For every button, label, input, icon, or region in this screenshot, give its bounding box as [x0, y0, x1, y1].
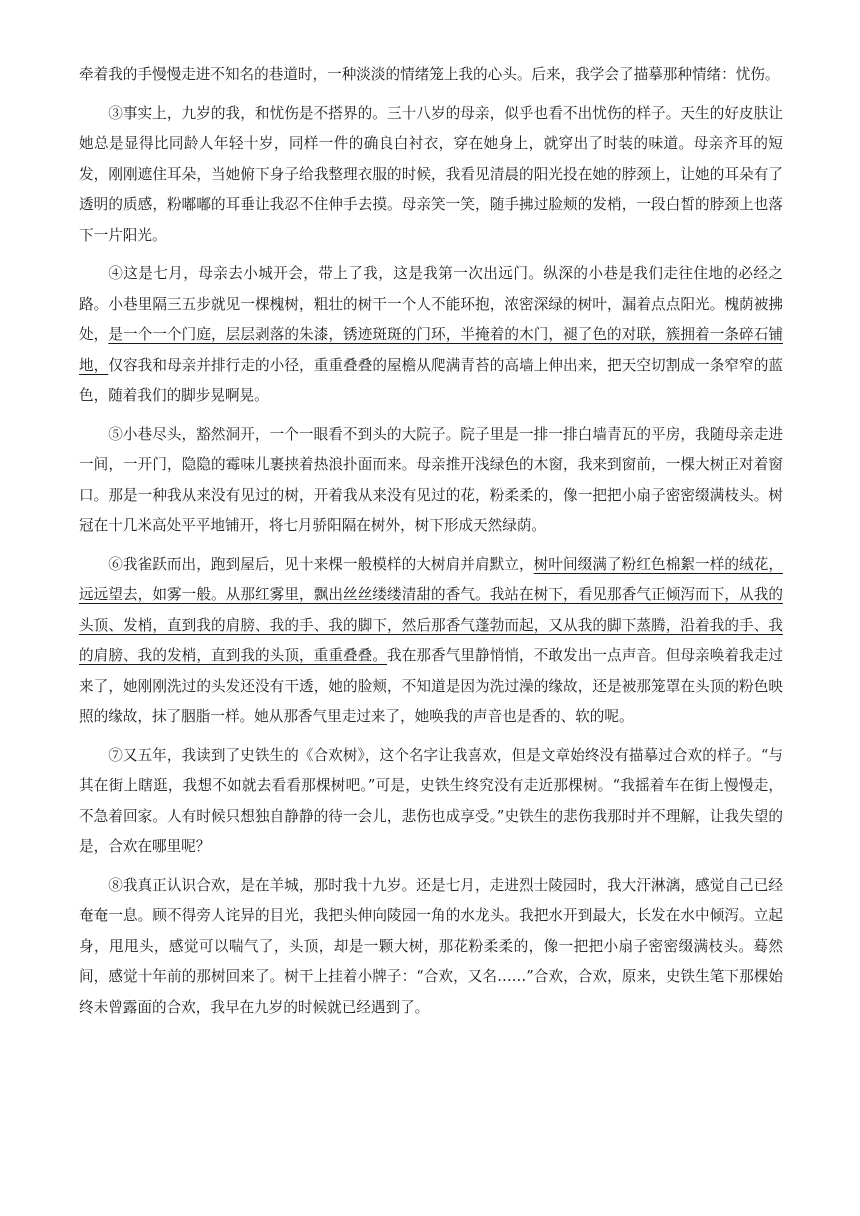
paragraph-5: [79, 420, 783, 542]
paragraph-7: [79, 741, 783, 863]
paragraph-continued: [79, 60, 783, 91]
paragraph-text: 我在那香气里静悄悄，不敢发出一点声音。但母亲唤着我走过来了，她刚刚洗过的头发还没有干透，她的脸颊，不知道是因为洗过澡的缘故，还是被那笼罩在头顶的粉色映照的缘故，抹了胭脂一样。她从那香气里走过来了，她唤我的声音也是香的、软的呢。: [79, 647, 783, 725]
paragraph-text: ⑤小巷尽头，豁然洞开，一个一眼看不到头的大院子。院子里是一排一排白墙青瓦的平房，我随母亲走进一间，一开门，隐隐的霉味儿裹挟着热浪扑面而来。母亲推开浅绿色的木窗，我来到窗前，一棵大树正对着窗口。那是一种我从来没有见过的树，开着我从来没有见过的花，粉柔柔的，像一把把小扇子密密缀满枝头。树冠在十几米高处平平地铺开，将七月骄阳隔在树外，树下形成天然绿荫。: [79, 425, 783, 534]
paragraph-6: [79, 550, 783, 733]
paragraph-text: 仅容我和母亲并排行走的小径，重重叠叠的屋檐从爬满青苔的高墙上伸出来，把天空切割成一条窄窄的蓝色，随着我们的脚步晃啊晃。: [79, 356, 783, 404]
paragraph-3: [79, 99, 783, 252]
paragraph-8: [79, 871, 783, 1024]
paragraph-text: ⑥我雀跃而出，跑到屋后，见十来棵一般模样的大树肩并肩默立，: [108, 555, 534, 573]
article-body: [79, 60, 783, 1031]
paragraph-text: ④这是七月，母亲去小城开会，带上了我，这是我第一次出远门。纵深的小巷是我们走往住地的必经之路。小巷里隔三五步就见一棵槐树，粗壮的树干一个人不能环抱，浓密深绿的树叶，漏着点点阳光。槐荫被拂处，: [79, 265, 783, 343]
paragraph-text: ③事实上，九岁的我，和忧伤是不搭界的。三十八岁的母亲，似乎也看不出忧伤的样子。天生的好皮肤让她总是显得比同龄人年轻十岁，同样一件的确良白衬衣，穿在她身上，就穿出了时装的味道。母亲齐耳的短发，刚刚遮住耳朵，当她俯下身子给我整理衣服的时候，我看见清晨的阳光投在她的脖颈上，让她的耳朵有了透明的质感，粉嘟嘟的耳垂让我忍不住伸手去摸。母亲笑一笑，随手拂过脸颊的发梢，一段白皙的脖颈上也落下一片阳光。: [79, 104, 783, 244]
paragraph-text: 牵着我的手慢慢走进不知名的巷道时，一种淡淡的情绪笼上我的心头。后来，我学会了描摹那种情绪：忧伤。: [79, 66, 780, 83]
paragraph-4: [79, 259, 783, 412]
underlined-passage: 是一个一个门庭，层层剥落的朱漆，锈迹斑斑的门环，半掩着的木门，褪了色的对联，簇拥着一条碎石铺地，: [79, 326, 783, 374]
paragraph-text: ⑧我真正认识合欢，是在羊城，那时我十九岁。还是七月，走进烈士陵园时，我大汗淋漓，感觉自己已经奄奄一息。顾不得旁人诧异的目光，我把头伸向陵园一角的水龙头。我把水开到最大，长发在水中倾泻。立起身，甩甩头，感觉可以喘气了，头顶，却是一颗大树，那花粉柔柔的，像一把把小扇子密密缀满枝头。蓦然间，感觉十年前的那树回来了。树干上挂着小牌子：“合欢，又名……”合欢，合欢，原来，史铁生笔下那棵始终未曾露面的合欢，我早在九岁的时候就已经遇到了。: [79, 876, 783, 1016]
paragraph-text: ⑦又五年，我读到了史铁生的《合欢树》，这个名字让我喜欢，但是文章始终没有描摹过合欢的样子。“与其在街上瞎逛，我想不如就去看看那棵树吧。”可是，史铁生终究没有走近那棵树。“我摇着车在街上慢慢走，不急着回家。人有时候只想独自静静的待一会儿，悲伤也成享受。”史铁生的悲伤我那时并不理解，让我失望的是，合欢在哪里呢？: [79, 746, 783, 855]
underlined-passage: 树叶间缀满了粉红色棉絮一样的绒花，远远望去，如雾一般。从那红雾里，飘出丝丝缕缕清甜的香气。我站在树下，看见那香气正倾泻而下，从我的头顶、发梢，直到我的肩膀、我的手、我的脚下，然后那香气蓬勃而起，又从我的脚下蒸腾，沿着我的手、我的肩膀、我的发梢，直到我的头顶，重重叠叠。: [79, 555, 783, 664]
